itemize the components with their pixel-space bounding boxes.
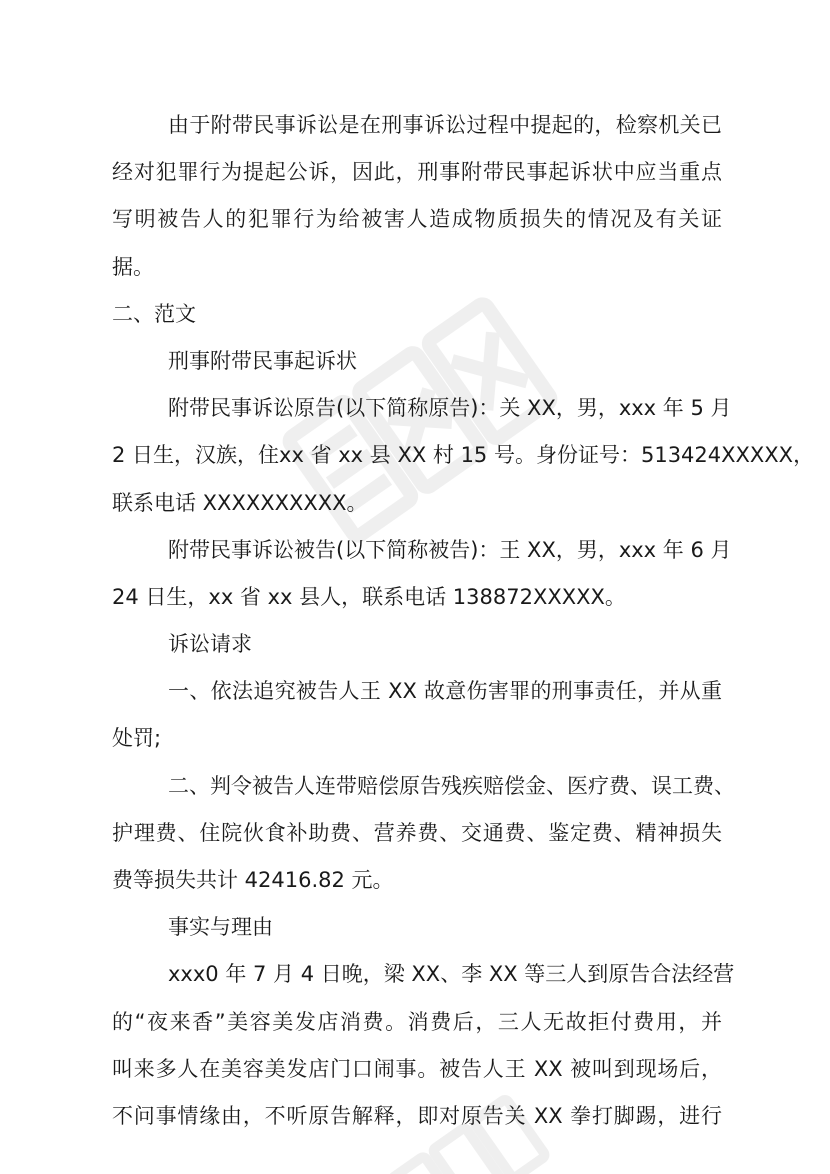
text-line: 附带民事诉讼原告(以下简称原告)：关 XX，男，xxx 年 5 月 — [168, 396, 732, 421]
text-line: xxx0 年 7 月 4 日晚，梁 XX、李 XX 等三人到原告合法经营 — [168, 962, 735, 987]
text-line: 诉讼请求 — [168, 632, 252, 657]
text-line: 据。 — [112, 254, 154, 279]
text-line: 二、范文 — [112, 301, 196, 326]
text-line: 由于附带民事诉讼是在刑事诉讼过程中提起的，检察机关已 — [168, 113, 722, 137]
text-line: 不问事情缘由，不听原告解释，即对原告关 XX 拳打脚踢，进行 — [112, 1103, 722, 1128]
text-line: 联系电话 XXXXXXXXXX。 — [112, 490, 368, 515]
text-line: 费等损失共计 42416.82 元。 — [112, 868, 394, 892]
text-line: 经对犯罪行为提起公诉，因此，刑事附带民事起诉状中应当重点 — [112, 160, 722, 185]
text-line: 叫来多人在美容美发店门口闹事。被告人王 XX 被叫到现场后， — [112, 1056, 722, 1081]
document-body — [112, 102, 815, 1140]
text-line: 2 日生，汉族，住xx 省 xx 县 XX 村 15 号。身份证号：513424XXXXX， — [112, 443, 815, 468]
text-line: 24 日生，xx 省 xx 县人，联系电话 138872XXXXX。 — [112, 584, 626, 609]
text-line: 的“夜来香”美容美发店消费。消费后，三人无故拒付费用，并 — [112, 1009, 722, 1034]
text-line: 护理费、住院伙食补助费、营养费、交通费、鉴定费、精神损失 — [112, 820, 722, 845]
text-line: 事实与理由 — [168, 915, 273, 940]
text-line: 刑事附带民事起诉状 — [168, 348, 357, 373]
text-line: 一、依法追究被告人王 XX 故意伤害罪的刑事责任，并从重 — [168, 679, 722, 704]
text-line: 二、判令被告人连带赔偿原告残疾赔偿金、医疗费、误工费、 — [168, 773, 735, 798]
text-line: 写明被告人的犯罪行为给被害人造成物质损失的情况及有关证 — [112, 207, 722, 232]
text-line: 附带民事诉讼被告(以下简称被告)：王 XX，男，xxx 年 6 月 — [168, 537, 732, 562]
text-line: 处罚; — [112, 726, 162, 751]
